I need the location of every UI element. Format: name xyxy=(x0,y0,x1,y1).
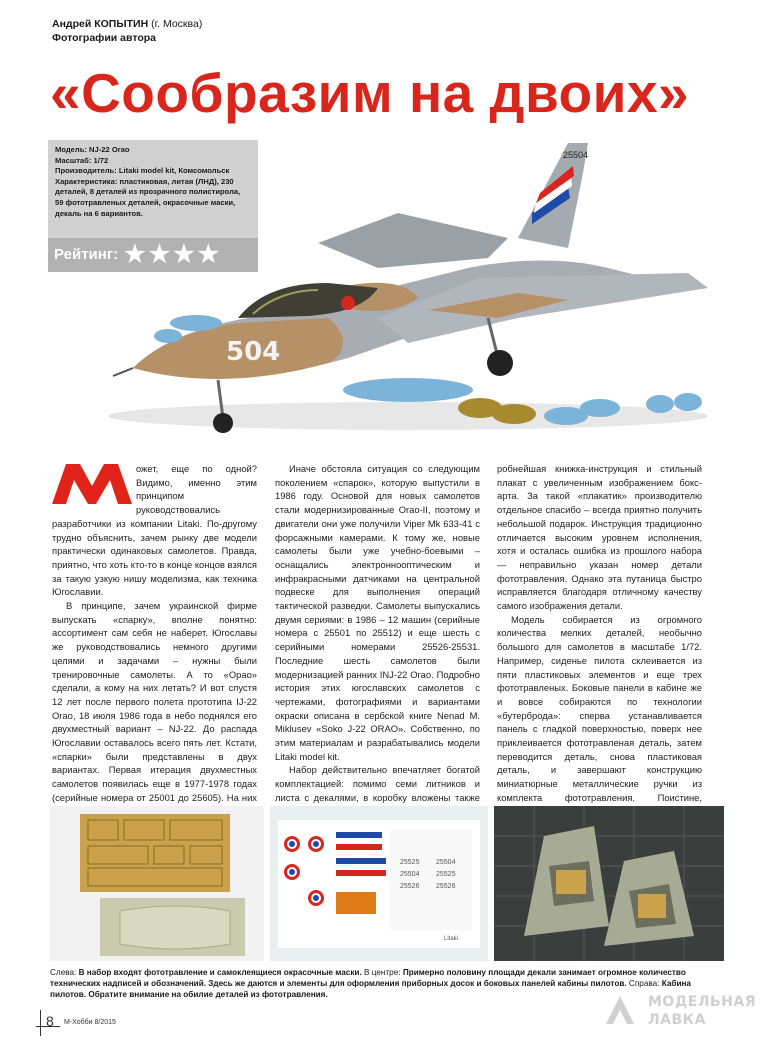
decal-code: 25525 xyxy=(400,859,420,866)
page-number: 8 xyxy=(46,1013,54,1029)
text-column-3 xyxy=(497,462,702,818)
spec-desc-3: 59 фототравленых деталей, окрасочные маски, xyxy=(55,197,236,207)
fin-code: 25504 xyxy=(563,150,589,160)
caption-lead-center: В центре: xyxy=(361,968,403,977)
decal-code: 25525 xyxy=(436,871,456,878)
star-icon: ★ xyxy=(173,241,195,268)
text-column-2 xyxy=(275,462,480,818)
decal-code: 25504 xyxy=(436,859,456,866)
caption-text-left: В набор входят фототравление и самоклеящиеся окрасочные маски. xyxy=(78,968,362,977)
caption-lead-right: Справа: xyxy=(626,979,662,989)
paragraph: ожет, еще по одной? Видимо, именно этим принципом руководствовались разработчики из компании Litaki. По-другому трудно объяснить, зачем рынку две модели практически одинаковых самолетов. Правда, приятно, что хоть кто-то в конце концов взялся за такую узкую нишу моделизма, как техника Югославии. xyxy=(52,463,257,598)
photo-credit: Фотографии автора xyxy=(52,32,157,44)
spec-maker: Производитель: Litaki model kit, Комсомольск xyxy=(55,166,230,176)
decal-brand: Litaki xyxy=(444,936,459,942)
watermark-line-1: МОДЕЛЬНАЯ xyxy=(648,994,756,1010)
author-name: Андрей КОПЫТИН xyxy=(52,18,149,30)
article-headline: «Сообразим на двоих» xyxy=(50,62,690,124)
footer-divider xyxy=(40,1010,41,1036)
paragraph: Иначе обстояла ситуация со следующим поколением «спарок», которую выпустили в 1986 году. Основой для новых самолетов стали модернизированные Orao-II, поэтому и двигатели они уже получили Viper Mk 633-41 с форсажными камерами. К тому же, новые самолеты были уже учебно-боевыми – оснащались электроннооптическим и инфракрасными датчиками на центральной подвеске для выполнения операций тактической разведки. Самолеты выпускались двумя сериями: в 1986 – 12 машин (серийные номера с 25501 по 25512) и еще шесть с серийными номерами 25526-25531. Последние шесть самолетов были модернизацией ранних INJ-22 Orao. Подробно история этих югославских самолетов с чертежами, фотографиями и вариантами окраски описана в сербской книге Nenad M. Miklusev «Soko J-22 ORAO». Собственно, по этим материалам и разрабатывались модели Litaki model kit. xyxy=(275,463,480,762)
text-column-1 xyxy=(52,462,257,846)
star-icon: ★ xyxy=(197,241,220,268)
star-icon: ★ xyxy=(148,241,171,268)
tail-number: 504 xyxy=(226,337,281,367)
spec-box xyxy=(48,140,258,272)
decal-code: 25526 xyxy=(436,883,456,890)
author-city: (г. Москва) xyxy=(148,18,203,30)
paragraph: робнейшая книжка-инструкция и стильный плакат с увеличенным изображением бокс-арта. За такой «плакатик» производителю отдельное спасибо – всегда приятно получить небольшой подарок. Инструкция традиционно отличается высоким уровнем исполнения, хотя и осталась ошибка из прошлого набора — неправильно указан номер детали фототравления. Однако эта путаница быстро исправляется благодаря отличному качеству самого изображения детали. xyxy=(497,463,702,612)
watermark-logo-icon xyxy=(600,990,640,1034)
decal-code: 25526 xyxy=(400,883,420,890)
spec-desc-2: деталей, 8 деталей из прозрачного полистирола, xyxy=(55,187,241,197)
caption-lead-left: Слева: xyxy=(50,968,79,977)
watermark-line-2: ЛАВКА xyxy=(648,1012,706,1028)
paragraph: Набор действительно впечатляет богатой комплектацией: помимо семи литников и листа с декалями, в коробку вложены также xyxy=(275,764,480,803)
cockpit-photo xyxy=(494,806,724,961)
paragraph: В принципе, зачем украинской фирме выпускать «спарку», вполне понятно: ассортимент сам себя не наберет. Югославы же руководствовались немного другими целями и задачами – нужны были тренировочные самолеты. А то «Орао» сделали, а кому на них летать? И вот спустя 12 лет после первого полета прототипа IJ-22 Orao, 18 июля 1986 года в небо поднялся его двухместный вариант – NJ-22. До распада Югославии оставалось всего пять лет. Кстати, «спарки» были представлены в двух вариантах. Первая итерация двухместных самолетов появилась еще в 1977-1978 годах (серийные номера от 25001 до 25605). На них xyxy=(52,600,257,803)
paragraph: Модель собирается из огромного количества мелких деталей, необычно большого для самолетов в масштабе 1/72. Например, сиденье пилота склеивается из пяти пластиковых элементов и еще трех фототравленых. Боковые панели в кабине же и вовсе собираются по технологии «бутерброда»: сперва устанавливается панель с гладкой поверхностью, поверх нее приклеивается фототравленая деталь, затем переводится деталь, снова пластиковая деталь, и завершают конструкцию миниатюрные металлические ручки из комплекта фототравления. Поистине, xyxy=(497,613,702,803)
byline xyxy=(52,17,202,45)
decal-code: 25504 xyxy=(400,871,420,878)
dropcap-m-logo xyxy=(52,464,132,504)
rating-label: Рейтинг: xyxy=(54,245,119,263)
spec-desc-4: декаль на 6 вариантов. xyxy=(55,208,143,218)
caption-text-center: Примерно половину площади декали занимает огромное количество технических надписей и обозначений. Здесь же даются и элементы для оформления приборных досок и боковых панелей кабины пилотов. xyxy=(50,968,686,989)
spec-model: Модель: NJ-22 Orao xyxy=(55,145,130,154)
decal-sheet-photo xyxy=(270,806,488,961)
issue-label: М-Хобби 8/2015 xyxy=(64,1019,116,1026)
caption-text-right: Кабина пилотов. Обратите внимание на обилие деталей из фототравления. xyxy=(50,979,691,1000)
spec-scale: Масштаб: 1/72 xyxy=(55,155,109,165)
page-footer xyxy=(36,1010,176,1036)
photo-etch-photo xyxy=(50,806,264,961)
rating-bar xyxy=(48,238,258,272)
watermark xyxy=(600,990,770,1040)
spec-desc-1: Характеристика: пластиковая, литая (ЛНД), 230 xyxy=(55,176,234,186)
star-icon: ★ xyxy=(124,241,146,268)
